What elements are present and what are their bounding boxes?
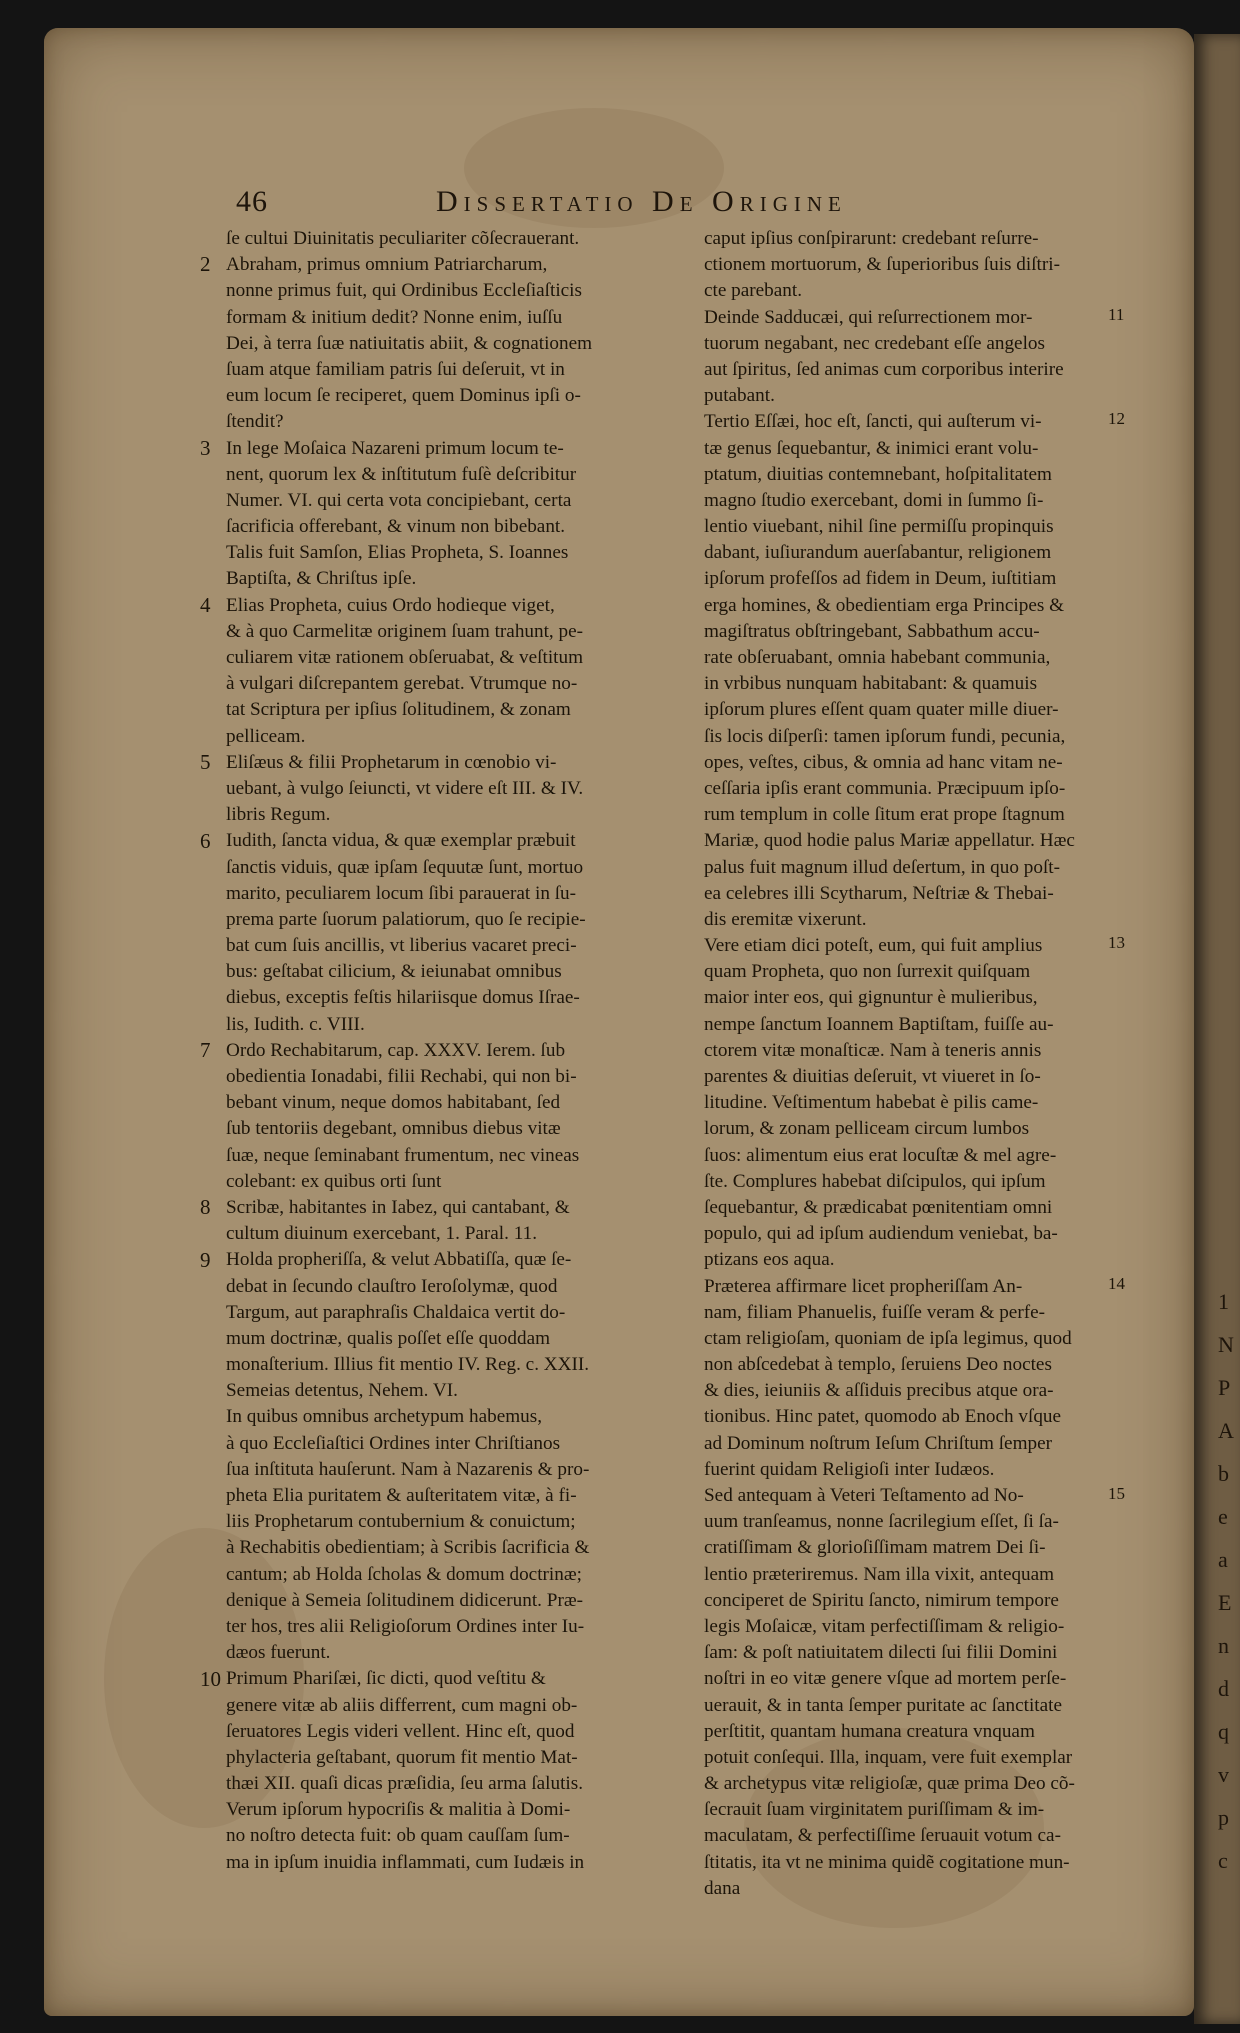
text-line: formam & initium dedit? Nonne enim, iuſſu	[226, 306, 563, 328]
paragraph-number: 10	[200, 1667, 221, 1691]
text-line: conciperet de Spiritu ſancto, nimirum tempore	[704, 1589, 1059, 1611]
text-line: ſis locis diſperſi: tamen ipſorum fundi, pecunia,	[704, 725, 1066, 747]
text-line: caput ipſius conſpirarunt: credebant reſurre-	[704, 228, 1039, 249]
text-line: magiſtratus obſtringebant, Sabbathum accu-	[704, 620, 1040, 642]
text-line: ipſorum profeſſos ad fidem in Deum, iuſtitiam	[704, 568, 1057, 590]
text-line: ſte. Complures habebat diſcipulos, qui ipſum	[704, 1170, 1046, 1192]
text-line: Holda propheriſſa, & velut Abbatiſſa, quæ ſe-	[226, 1249, 572, 1271]
left-text-column	[226, 226, 690, 1876]
text-line: legis Moſaicæ, vitam perfectiſſimam & religio-	[704, 1615, 1065, 1637]
text-line: rum templum in colle ſitum erat prope ſtagnum	[704, 804, 1065, 826]
text-line: Abraham, primus omnium Patriarcharum,	[226, 254, 548, 276]
text-line: ſe cultui Diuinitatis peculiariter cõſecrauerant.	[226, 228, 580, 249]
text-line: ſuam atque familiam patris ſui deſeruit, vt in	[226, 358, 565, 380]
text-line: monaſterium. Illius fit mentio IV. Reg. c. XXII.	[226, 1354, 590, 1376]
text-line: ſub tentoriis degebant, omnibus diebus vitæ	[226, 1118, 561, 1140]
paragraph-number: 14	[1108, 1274, 1125, 1293]
text-line: prema parte ſuorum palatiorum, quo ſe recipie-	[226, 908, 586, 930]
text-line: marito, peculiarem locum ſibi parauerat in ſu-	[226, 882, 577, 904]
fragment-letter: p	[1218, 1805, 1229, 1830]
fragment-letter: b	[1218, 1461, 1229, 1486]
text-line: Sed antequam à Veteri Teſtamento ad No-	[704, 1485, 1024, 1506]
text-line: palus fuit magnum illud deſertum, in quo poſt-	[704, 856, 1060, 878]
text-line: quam Propheta, quo non ſurrexit quiſquam	[704, 961, 1031, 983]
text-line: Dei, à terra ſuæ natiuitatis abiit, & cognationem	[226, 332, 593, 354]
text-line: mum doctrinæ, qualis poſſet eſſe quoddam	[226, 1327, 551, 1349]
text-line: ſecrauit ſuam virginitatem puriſſimam & im-	[704, 1799, 1045, 1821]
fragment-letter: A	[1218, 1418, 1234, 1443]
text-line: Deinde Sadducæi, qui reſurrectionem mor-	[704, 306, 1033, 328]
text-line: tat Scriptura per ipſius ſolitudinem, & zonam	[226, 699, 571, 721]
paragraph-number: 8	[200, 1195, 211, 1220]
text-line: dabant, iuſiurandum auerſabantur, religionem	[704, 542, 1052, 564]
text-line: nonne primus fuit, qui Ordinibus Eccleſiaſticis	[226, 280, 582, 302]
text-line: ſuæ, neque ſeminabant frumentum, nec vineas	[226, 1144, 580, 1166]
text-line: ſtendit?	[226, 411, 284, 433]
text-line: aut ſpiritus, ſed animas cum corporibus interire	[704, 358, 1064, 380]
fragment-letter: 1	[1218, 1289, 1229, 1314]
text-line: noſtri in eo vitæ genere vſque ad mortem perſe-	[704, 1668, 1067, 1690]
text-line: ſtitatis, ita vt ne minima quidẽ cogitatione mun-	[704, 1851, 1070, 1873]
paragraph-number: 3	[200, 435, 211, 460]
text-line: tæ genus ſequebantur, & inimici erant volu-	[704, 437, 1039, 459]
text-line: phylacteria geſtabant, quorum fit mentio Mat-	[226, 1746, 578, 1768]
text-line: maior inter eos, qui gignuntur è mulieribus,	[704, 987, 1038, 1009]
text-line: & dies, ieiuniis & aſſiduis precibus atque ora-	[704, 1380, 1054, 1402]
text-line: perſtitit, quantam humana creatura vnquam	[704, 1720, 1035, 1742]
running-header	[236, 185, 926, 225]
text-line: Targum, aut paraphraſis Chaldaica vertit do-	[226, 1301, 566, 1323]
paragraph-number: 15	[1108, 1483, 1125, 1503]
text-line: ſeruatores Legis videri vellent. Hinc eſt, quod	[226, 1720, 575, 1742]
text-line: ctionem mortuorum, & ſuperioribus ſuis diſtri-	[704, 254, 1060, 276]
text-line: uerauit, & in tanta ſemper puritate ac ſanctitate	[704, 1694, 1063, 1716]
text-line: Semeias detentus, Nehem. VI.	[226, 1380, 458, 1402]
text-line: obedientia Ionadabi, filii Rechabi, qui non bi-	[226, 1066, 577, 1087]
text-line: bebant vinum, neque domos habitabant, ſed	[226, 1092, 561, 1114]
fragment-letter: c	[1218, 1848, 1228, 1873]
text-line: libris Regum.	[226, 804, 331, 826]
text-line: cultum diuinum exercebant, 1. Paral. 11.	[226, 1223, 538, 1245]
text-line: non abſcedebat à templo, ſeruiens Deo noctes	[704, 1354, 1052, 1376]
text-line: lentio præteriremus. Nam illa vixit, antequam	[704, 1563, 1055, 1585]
text-line: litudine. Veſtimentum habebat è pilis came-	[704, 1092, 1039, 1114]
text-line: Eliſæus & filii Prophetarum in cœnobio vi-	[226, 751, 557, 773]
text-line: ſuos: alimentum eius erat locuſtæ & mel agre-	[704, 1144, 1057, 1166]
running-title: Dissertatio De Origine	[436, 185, 847, 218]
text-line: Mariæ, quod hodie palus Mariæ appellatur. Hæc	[704, 830, 1075, 852]
text-line: bat cum ſuis ancillis, vt liberius vacaret preci-	[226, 935, 577, 957]
paragraph-number: 4	[200, 592, 211, 617]
text-line: ctam religioſam, quoniam de ipſa legimus, quod	[704, 1327, 1072, 1349]
text-line: Baptiſta, & Chriſtus ipſe.	[226, 568, 417, 590]
paragraph-number: 2	[200, 252, 211, 277]
paragraph-number: 7	[200, 1038, 211, 1063]
right-text-column	[704, 226, 1136, 1902]
text-line: denique à Semeia ſolitudinem didicerunt. Præ-	[226, 1589, 584, 1611]
text-line: magno ſtudio exercebant, domi in ſummo ſi-	[704, 489, 1044, 511]
text-line: pelliceam.	[226, 725, 306, 747]
text-line: cratiſſimam & glorioſiſſimam matrem Dei ſi-	[704, 1537, 1046, 1559]
text-line: ma in ipſum inuidia inflammati, cum Iudæis in	[226, 1851, 585, 1873]
text-line: bus: geſtabat cilicium, & ieiunabat omnibus	[226, 961, 562, 983]
text-line: à vulgari diſcrepantem gerebat. Vtrumque no-	[226, 673, 578, 695]
fragment-letter: d	[1218, 1676, 1229, 1701]
text-line: nam, filiam Phanuelis, fuiſſe veram & perfe-	[704, 1301, 1045, 1323]
text-line: colebant: ex quibus orti ſunt	[226, 1170, 442, 1192]
paragraph-number: 13	[1108, 933, 1125, 953]
text-line: ea celebres illi Scytharum, Neſtriæ & Thebai-	[704, 882, 1054, 904]
fragment-letter: a	[1218, 1547, 1228, 1572]
fragment-letter: v	[1218, 1762, 1229, 1787]
text-line: ptizans eos aqua.	[704, 1249, 835, 1271]
text-line: eum locum ſe reciperet, quem Dominus ipſi o-	[226, 385, 581, 407]
text-line: uebant, à vulgo ſeiuncti, vt videre eſt III. & IV.	[226, 777, 584, 799]
text-line: potuit conſequi. Illa, inquam, vere fuit exemplar	[704, 1746, 1073, 1768]
text-line: cte parebant.	[704, 280, 803, 302]
text-line: parentes & diuitias deſeruit, vt viueret in ſo-	[704, 1066, 1041, 1087]
text-line: In quibus omnibus archetypum habemus,	[226, 1406, 543, 1428]
text-line: nempe ſanctum Ioannem Baptiſtam, fuiſſe au-	[704, 1013, 1054, 1035]
text-line: uum tranſeamus, nonne ſacrilegium eſſet, ſi ſa-	[704, 1511, 1059, 1533]
text-line: In lege Moſaica Nazareni primum locum te-	[226, 437, 564, 459]
paragraph-number: 5	[200, 750, 211, 774]
text-line: in vrbibus nunquam habitabant: & quamuis	[704, 673, 1038, 695]
text-line: ad Dominum noſtrum Ieſum Chriſtum ſemper	[704, 1432, 1052, 1454]
text-line: ſacrificia offerebant, & vinum non bibebant.	[226, 516, 566, 538]
fragment-letter: q	[1218, 1719, 1229, 1744]
paragraph-number: 12	[1108, 409, 1125, 429]
text-line: & à quo Carmelitæ originem ſuam trahunt, pe-	[226, 620, 584, 642]
text-line: ſanctis viduis, quæ ipſam ſequutæ ſunt, mortuo	[226, 856, 584, 878]
paragraph-number: 6	[200, 828, 211, 853]
text-line: ſam: & poſt natiuitatem dilecti ſui filii Domini	[704, 1642, 1058, 1664]
fragment-letter: E	[1218, 1590, 1232, 1615]
text-line: fuerint quidam Religioſi inter Iudæos.	[704, 1458, 995, 1480]
fragment-letter: n	[1218, 1633, 1229, 1658]
text-line: pheta Elia puritatem & auſteritatem vitæ, à fi-	[226, 1485, 577, 1506]
page-number: 46	[236, 185, 268, 218]
fragment-letter: e	[1218, 1504, 1228, 1529]
text-line: Tertio Eſſæi, hoc eſt, ſancti, qui auſterum vi-	[704, 411, 1042, 433]
text-line: maculatam, & perfectiſſime ſeruauit votum ca-	[704, 1825, 1061, 1847]
paragraph-number: 9	[200, 1247, 211, 1272]
text-line: no noſtro detecta fuit: ob quam cauſſam ſum-	[226, 1825, 570, 1847]
text-line: rate obſeruabant, omnia habebant communia,	[704, 647, 1051, 668]
text-line: ter hos, tres alii Religioſorum Ordines inter Iu-	[226, 1615, 585, 1637]
text-line: Scribæ, habitantes in Iabez, qui cantabant, &	[226, 1196, 570, 1218]
text-line: debat in ſecundo clauſtro Ieroſolymæ, quod	[226, 1275, 558, 1297]
text-line: Ordo Rechabitarum, cap. XXXV. Ierem. ſub	[226, 1039, 566, 1061]
text-line: Talis fuit Samſon, Elias Propheta, S. Ioannes	[226, 542, 569, 564]
text-line: tuorum negabant, nec credebant eſſe angelos	[704, 332, 1045, 354]
adjacent-page-fragments	[1218, 1280, 1238, 1882]
text-line: populo, qui ad ipſum audiendum veniebat, ba-	[704, 1223, 1058, 1245]
text-line: Elias Propheta, cuius Ordo hodieque viget,	[226, 594, 555, 616]
text-line: ptatum, diuitias contemnebant, hoſpitalitatem	[704, 463, 1052, 485]
text-line: ipſorum plures eſſent quam quater mille diuer-	[704, 699, 1059, 721]
text-line: putabant.	[704, 385, 775, 407]
text-line: & archetypus vitæ religioſæ, quæ prima Deo cõ-	[704, 1773, 1075, 1795]
fragment-letter: P	[1218, 1375, 1231, 1400]
fragment-letter: N	[1218, 1332, 1234, 1357]
text-line: lentio viuebant, nihil ſine permiſſu propinquis	[704, 516, 1054, 538]
text-line: lorum, & zonam pelliceam circum lumbos	[704, 1118, 1030, 1140]
text-line: Primum Phariſæi, ſic dicti, quod veſtitu &	[226, 1668, 546, 1690]
text-line: dis eremitæ vixerunt.	[704, 908, 867, 930]
text-line: Vere etiam dici poteſt, eum, qui fuit amplius	[704, 935, 1043, 957]
text-line: culiarem vitæ rationem obſeruabat, & veſtitum	[226, 647, 584, 668]
text-line: liis Prophetarum contubernium & conuictum;	[226, 1511, 576, 1533]
text-line: à quo Eccleſiaſtici Ordines inter Chriſtianos	[226, 1432, 561, 1454]
paragraph-number: 11	[1108, 304, 1125, 324]
text-line: ſequebantur, & prædicabat pœnitentiam omni	[704, 1196, 1053, 1218]
text-line: nent, quorum lex & inſtitutum fuſè deſcribitur	[226, 463, 577, 485]
text-line: dæos fuerunt.	[226, 1642, 331, 1664]
text-line: Numer. VI. qui certa vota concipiebant, certa	[226, 489, 572, 511]
text-line: Præterea affirmare licet propheriſſam An-	[704, 1275, 1023, 1297]
text-line: Verum ipſorum hypocriſis & malitia à Domi-	[226, 1799, 571, 1821]
text-line: Iudith, ſancta vidua, & quæ exemplar præbuit	[226, 830, 576, 852]
text-line: ſua inſtituta hauſerunt. Nam à Nazarenis & pro-	[226, 1458, 590, 1480]
text-line: cantum; ab Holda ſcholas & domum doctrinæ;	[226, 1563, 582, 1585]
text-line: erga homines, & obedientiam erga Principes &	[704, 594, 1065, 616]
text-line: dana	[704, 1877, 741, 1899]
text-line: genere vitæ ab aliis differrent, cum magni ob-	[226, 1694, 578, 1716]
text-line: diebus, exceptis feſtis hilariisque domus Iſrae-	[226, 987, 580, 1009]
text-line: lis, Iudith. c. VIII.	[226, 1013, 365, 1035]
text-line: thæi XII. quaſi dicas præſidia, ſeu arma ſalutis.	[226, 1773, 584, 1795]
text-line: tionibus. Hinc patet, quomodo ab Enoch vſque	[704, 1406, 1062, 1428]
text-line: ctorem vitæ monaſticæ. Nam à teneris annis	[704, 1039, 1042, 1061]
text-line: ceſſaria ipſis erant communia. Præcipuum ipſo-	[704, 777, 1066, 799]
text-line: à Rechabitis obedientiam; à Scribis ſacrificia &	[226, 1537, 590, 1559]
text-line: opes, veſtes, cibus, & omnia ad hanc vitam ne-	[704, 751, 1063, 773]
